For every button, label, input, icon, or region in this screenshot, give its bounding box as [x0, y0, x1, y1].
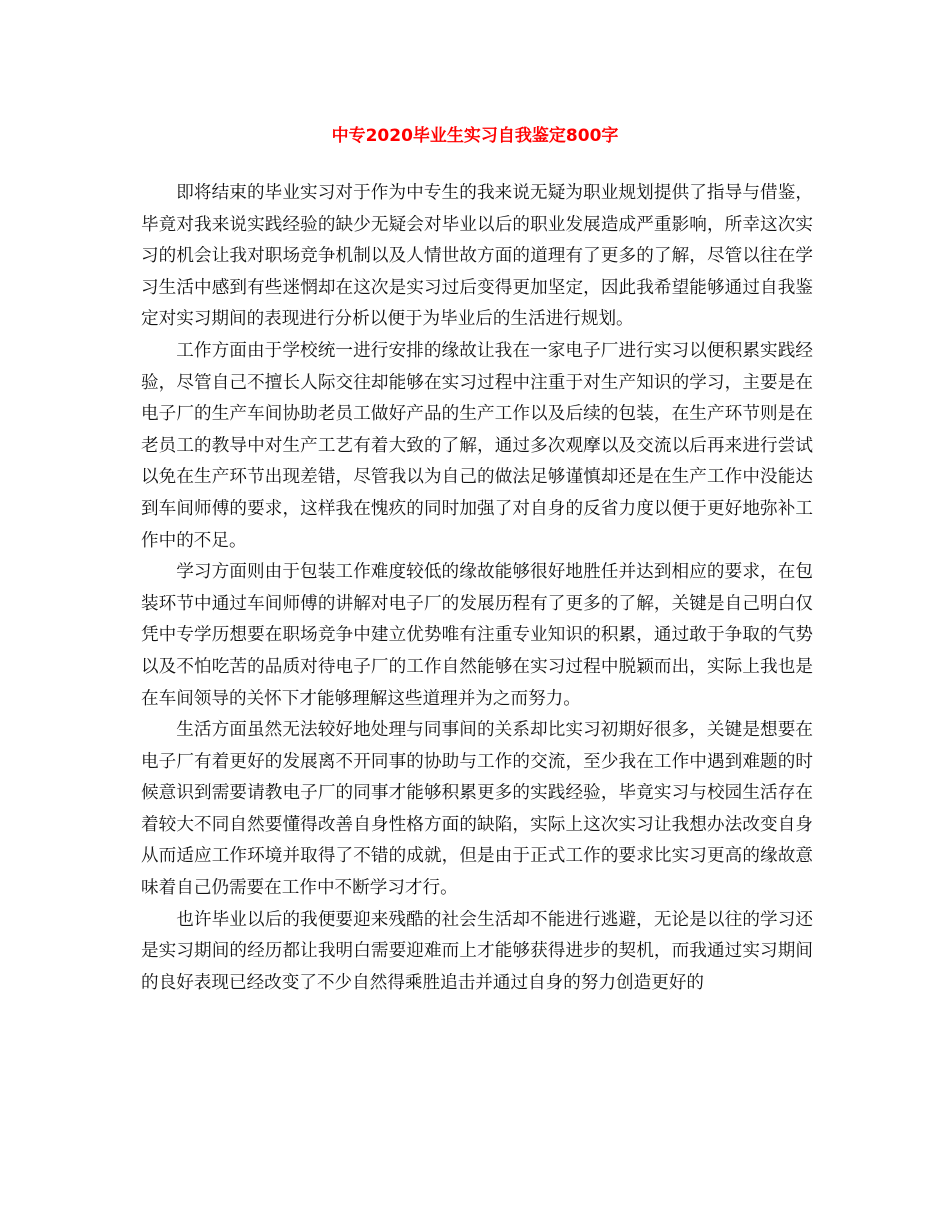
paragraph-life: 生活方面虽然无法较好地处理与同事间的关系却比实习初期好很多，关键是想要在电子厂有着更好的发展离不开同事的协助与工作的交流，至少我在工作中遇到难题的时候意识到需要请教电子厂的同事才能够积累更多的实践经验，毕竟实习与校园生活存在着较大不同自然要懂得改善自身性格方面的缺陷，实际上这次实习让我想办法改变自身从而适应工作环境并取得了不错的成就，但是由于正式工作的要求比实习更高的缘故意味着自己仍需要在工作中不断学习才行。 [141, 720, 813, 899]
paragraph-future: 也许毕业以后的我便要迎来残酷的社会生活却不能进行逃避，无论是以往的学习还是实习期间的经历都让我明白需要迎难而上才能够获得进步的契机，而我通过实习期间的良好表现已经改变了不少自然得乘胜追击并通过自身的努力创造更好的 [141, 909, 813, 993]
paragraph-study: 学习方面则由于包装工作难度较低的缘故能够很好地胜任并达到相应的要求，在包装环节中通过车间师傅的讲解对电子厂的发展历程有了更多的了解，关键是自己明白仅凭中专学历想要在职场竞争中建立优势唯有注重专业知识的积累，通过敢于争取的气势以及不怕吃苦的品质对待电子厂的工作自然能够在实习过程中脱颖而出，实际上我也是在车间领导的关怀下才能够理解这些道理并为之而努力。 [141, 562, 813, 709]
document-body [141, 178, 813, 999]
paragraph-intro: 即将结束的毕业实习对于作为中专生的我来说无疑为职业规划提供了指导与借鉴，毕竟对我来说实践经验的缺少无疑会对毕业以后的职业发展造成严重影响，所幸这次实习的机会让我对职场竞争机制以及人情世故方面的道理有了更多的了解，尽管以往在学习生活中感到有些迷惘却在这次是实习过后变得更加坚定，因此我希望能够通过自我鉴定对实习期间的表现进行分析以便于为毕业后的生活进行规划。 [141, 183, 813, 330]
paragraph-work: 工作方面由于学校统一进行安排的缘故让我在一家电子厂进行实习以便积累实践经验，尽管自己不擅长人际交往却能够在实习过程中注重于对生产知识的学习，主要是在电子厂的生产车间协助老员工做好产品的生产工作以及后续的包装，在生产环节则是在老员工的教导中对生产工艺有着大致的了解，通过多次观摩以及交流以后再来进行尝试以免在生产环节出现差错，尽管我以为自己的做法足够谨慎却还是在生产工作中没能达到车间师傅的要求，这样我在愧疚的同时加强了对自身的反省力度以便于更好地弥补工作中的不足。 [141, 340, 813, 551]
document-title: 中专2020毕业生实习自我鉴定800字 [331, 126, 619, 146]
